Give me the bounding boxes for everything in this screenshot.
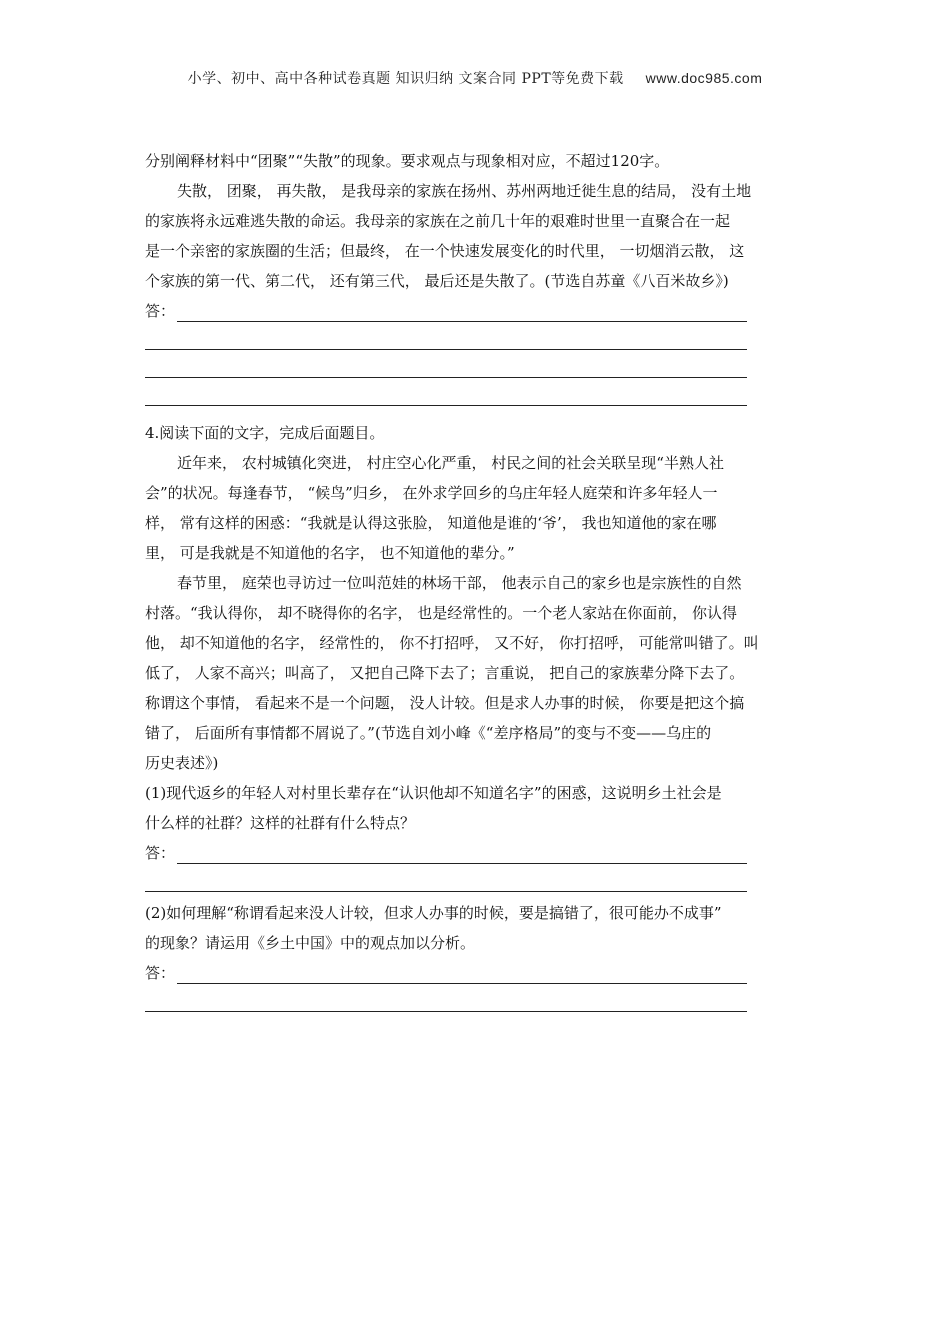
answer-line[interactable] [145,891,747,892]
answer-line[interactable] [145,377,747,378]
q4-paragraph-1 [145,448,807,568]
q4-sub1-answer-row[interactable] [145,838,807,866]
q4-para-line: 样， 常有这样的困惑：“我就是认得这张脸， 知道他是谁的‘爷’， 我也知道他的家在哪 [145,514,717,532]
q4-paragraph-2 [145,568,807,778]
answer-label: 答： [145,844,176,862]
q3-prompt-line: 分别阐释材料中“团聚”“失散”的现象。要求观点与现象相对应，不超过120字。 [145,152,670,170]
q4-para-line: 他， 却不知道他的名字， 经常性的， 你不打招呼， 又不好， 你打招呼， 可能常叫错了。叫 [145,634,759,652]
q4-sub-question-1 [145,778,807,838]
sub-question-line: 的现象？请运用《乡土中国》中的观点加以分析。 [145,934,476,952]
header-text: 小学、初中、高中各种试卷真题 知识归纳 文案合同 PPT等免费下载 [187,71,624,87]
q3-passage-line: 失散， 团聚， 再失散， 是我母亲的家族在扬州、苏州两地迁徙生息的结局， 没有土地 [177,182,752,200]
q3-answer-row[interactable] [145,380,807,408]
q4-para-line: 低了， 人家不高兴；叫高了， 又把自己降下去了；言重说， 把自己的家族辈分降下去了。 [145,664,745,682]
q3-passage-line: 是一个亲密的家族圈的生活；但最终， 在一个快速发展变化的时代里， 一切烟消云散， 这 [145,242,745,260]
answer-line[interactable] [145,1011,747,1012]
q4-sub2-answer-row[interactable] [145,958,807,986]
q4-sub-question-2 [145,898,807,958]
sub-question-line: 什么样的社群？这样的社群有什么特点？ [145,814,416,832]
sub-question-line: (1)现代返乡的年轻人对村里长辈存在“认识他却不知道名字”的困惑，这说明乡土社会是 [145,784,722,802]
q4-sub1-answer-row[interactable] [145,866,807,894]
document-body [145,146,807,1014]
q3-answer-row[interactable] [145,296,807,324]
q4-para-line: 会”的状况。每逢春节， “候鸟”归乡， 在外求学回乡的乌庄年轻人庭荣和许多年轻人一 [145,484,718,502]
answer-line[interactable] [145,405,747,406]
q4-para-line: 村落。“我认得你， 却不晓得你的名字， 也是经常性的。一个老人家站在你面前， 你认得 [145,604,737,622]
q3-passage-line: 个家族的第一代、第二代， 还有第三代， 最后还是失散了。(节选自苏童《八百米故乡》) [145,272,729,290]
q3-answer-row[interactable] [145,352,807,380]
q3-passage [145,176,807,296]
answer-line[interactable] [177,863,747,864]
q4-title: 4.阅读下面的文字，完成后面题目。 [145,424,385,442]
q4-para-line: 近年来， 农村城镇化突进， 村庄空心化严重， 村民之间的社会关联呈现“半熟人社 [177,454,724,472]
q4-para-line: 春节里， 庭荣也寻访过一位叫范娃的林场干部， 他表示自己的家乡也是宗族性的自然 [177,574,742,592]
answer-line[interactable] [177,983,747,984]
q4-para-line: 历史表述》) [145,754,219,772]
answer-line[interactable] [145,349,747,350]
answer-label: 答： [145,964,176,982]
page-header [0,68,950,88]
q4-para-line: 错了， 后面所有事情都不屑说了。”(节选自刘小峰《“差序格局”的变与不变——乌庄的 [145,724,712,742]
q4-para-line: 称谓这个事情， 看起来不是一个问题， 没人计较。但是求人办事的时候， 你要是把这个搞 [145,694,745,712]
q3-answer-row[interactable] [145,324,807,352]
header-url: www.doc985.com [645,70,763,86]
q3-passage-line: 的家族将永远难逃失散的命运。我母亲的家族在之前几十年的艰难时世里一直聚合在一起 [145,212,731,230]
q4-sub2-answer-row[interactable] [145,986,807,1014]
answer-line[interactable] [177,321,747,322]
sub-question-line: (2)如何理解“称谓看起来没人计较，但求人办事的时候，要是搞错了，很可能办不成事” [145,904,722,922]
q4-para-line: 里， 可是我就是不知道他的名字， 也不知道他的辈分。” [145,544,515,562]
answer-label: 答： [145,302,176,320]
